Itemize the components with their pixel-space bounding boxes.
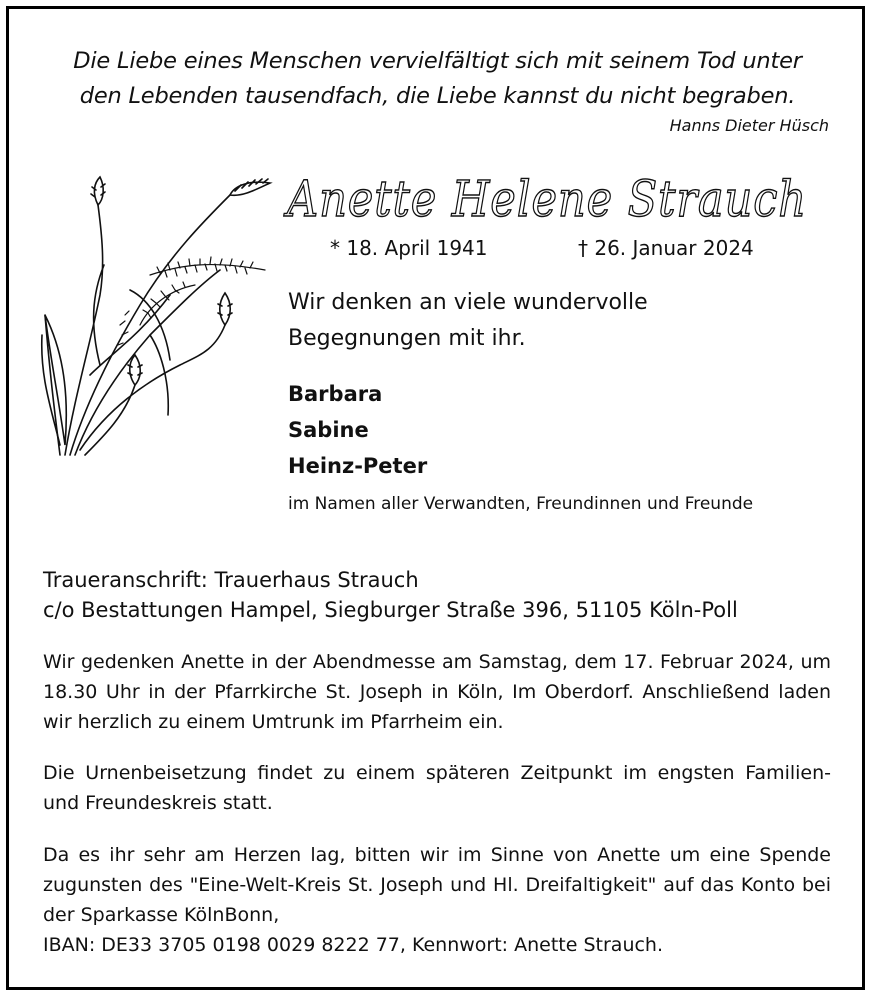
address-line-1: Traueranschrift: Trauerhaus Strauch bbox=[43, 568, 419, 592]
mourner-name: Heinz-Peter bbox=[288, 454, 428, 478]
death-date: † 26. Januar 2024 bbox=[578, 236, 754, 260]
svg-text:Anette Helene Strauch: Anette Helene Strauch bbox=[283, 170, 807, 228]
on-behalf-line: im Namen aller Verwandten, Freundinnen und Freunde bbox=[288, 494, 754, 514]
donation-text: Da es ihr sehr am Herzen lag, bitten wir im Sinne von Anette um eine Spende zugunsten des "Eine-Welt-Kreis St. Joseph und Hl. Dreifaltigkeit" auf das Konto bei der Sparkasse KölnBonn, bbox=[43, 844, 831, 926]
iban-line: IBAN: DE33 3705 0198 0029 8222 77, Kennwort: Anette Strauch. bbox=[43, 934, 664, 956]
quote bbox=[30, 44, 845, 114]
memorial-mass-paragraph: Wir gedenken Anette in der Abendmesse am Samstag, dem 17. Februar 2024, um 18.30 Uhr in der Pfarrkirche St. Joseph in Köln, Im Oberdorf. Anschließend laden wir herzlich zu einem Umtrunk im Pfarrheim ein. bbox=[43, 651, 831, 733]
birth-date: * 18. April 1941 bbox=[330, 236, 488, 260]
mourners-list bbox=[288, 376, 427, 484]
mourning-address bbox=[43, 565, 843, 625]
quote-author: Hanns Dieter Hüsch bbox=[669, 116, 829, 135]
mourner-name: Sabine bbox=[288, 418, 369, 442]
wheat-illustration-icon bbox=[30, 175, 280, 460]
urn-burial-paragraph: Die Urnenbeisetzung findet zu einem späteren Zeitpunkt im engsten Familien- und Freundeskreis statt. bbox=[43, 762, 831, 814]
address-line-2: c/o Bestattungen Hampel, Siegburger Straße 396, 51105 Köln-Poll bbox=[43, 598, 738, 622]
sentiment-line-2: Begegnungen mit ihr. bbox=[288, 326, 526, 351]
sentiment bbox=[288, 285, 808, 357]
quote-line-1: Die Liebe eines Menschen vervielfältigt sich mit seinem Tod unter bbox=[73, 48, 802, 74]
deceased-name bbox=[283, 158, 823, 238]
sentiment-line-1: Wir denken an viele wundervolle bbox=[288, 290, 648, 315]
quote-line-2: den Lebenden tausendfach, die Liebe kannst du nicht begraben. bbox=[79, 83, 796, 109]
donation-paragraph bbox=[43, 840, 831, 960]
mourner-name: Barbara bbox=[288, 382, 383, 406]
